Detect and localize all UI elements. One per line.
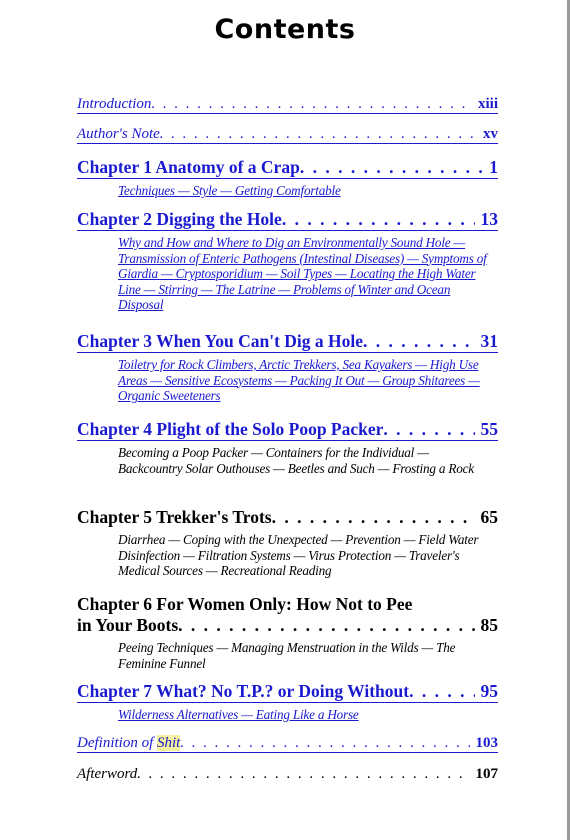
dot-leader — [272, 507, 475, 528]
dot-leader — [151, 96, 472, 113]
entry-title: Chapter 1 Anatomy of a Crap — [77, 157, 300, 177]
toc-entry-afterword[interactable] — [77, 766, 498, 783]
entry-page: 107 — [475, 766, 498, 782]
entry-title: Chapter 7 What? No T.P.? or Doing Without — [77, 681, 410, 701]
entry-page: 1 — [489, 157, 498, 177]
entry-page: 95 — [480, 681, 498, 701]
dot-leader — [383, 419, 474, 440]
entry-title-line-1: Chapter 6 For Women Only: How Not to Pee — [77, 594, 413, 614]
entry-title: Afterword — [77, 766, 138, 782]
dot-leader — [300, 157, 483, 178]
entry-page: 103 — [475, 735, 498, 751]
toc-entry-chapter-1[interactable] — [77, 157, 498, 199]
entry-title-prefix: Definition of — [77, 735, 157, 751]
toc-entry-chapter-7[interactable] — [77, 681, 498, 723]
entry-page: 13 — [480, 209, 498, 229]
entry-title: Chapter 2 Digging the Hole — [77, 209, 282, 229]
entry-title: Introduction — [77, 96, 152, 112]
entry-title: Chapter 4 Plight of the Solo Poop Packer — [77, 419, 384, 439]
dot-leader — [180, 735, 469, 752]
entry-title — [77, 735, 180, 752]
toc-entry-chapter-3[interactable] — [77, 331, 498, 404]
toc-entry-chapter-4[interactable] — [77, 419, 498, 476]
dot-leader — [282, 209, 475, 230]
toc-entry-introduction[interactable] — [77, 96, 498, 114]
entry-title: Author's Note — [77, 126, 160, 142]
dot-leader — [409, 681, 474, 702]
entry-description: Why and How and Where to Dig an Environmentally Sound Hole — Transmission of Enteric Pathogens (Intestinal Diseases) — Symptoms of Giardia — Cryptosporidium — Soil Types — Locating the High Water Line — Stirring — The Latrine — Problems of Winter and Ocean Disposal — [118, 235, 487, 313]
entry-page: xv — [483, 126, 498, 142]
entry-page: xiii — [477, 96, 498, 112]
entry-title-line-2: in Your Boots — [77, 615, 179, 635]
dot-leader — [160, 126, 477, 143]
highlighted-word: Shit — [157, 735, 181, 751]
page-title: Contents — [214, 14, 356, 45]
entry-description: Wilderness Alternatives — Eating Like a Horse — [118, 707, 359, 722]
entry-page: 31 — [480, 331, 498, 351]
dot-leader — [178, 615, 474, 636]
toc-entry-chapter-5[interactable] — [77, 507, 498, 579]
toc-entry-authors-note[interactable] — [77, 126, 498, 144]
entry-description: Techniques — Style — Getting Comfortable — [118, 183, 341, 198]
entry-title: Chapter 5 Trekker's Trots — [77, 507, 272, 527]
entry-title: Chapter 3 When You Can't Dig a Hole — [77, 331, 364, 351]
dot-leader — [137, 766, 469, 783]
toc-entry-chapter-2[interactable] — [77, 209, 498, 313]
entry-description: Peeing Techniques — Managing Menstruation in the Wilds — The Feminine Funnel — [118, 640, 456, 671]
entry-page: 85 — [480, 615, 498, 635]
entry-page: 55 — [480, 419, 498, 439]
dot-leader — [363, 331, 474, 352]
toc-entry-chapter-6[interactable] — [77, 594, 498, 671]
entry-description: Becoming a Poop Packer — Containers for the Individual — Backcountry Solar Outhouses — Beetles and Such — Frosting a Rock — [118, 445, 474, 476]
entry-description: Diarrhea — Coping with the Unexpected — Prevention — Field Water Disinfection — Filtration Systems — Virus Protection — Traveler's Medical Sources — Recreational Reading — [118, 532, 479, 579]
toc-entry-definition[interactable] — [77, 735, 498, 753]
entry-description: Toiletry for Rock Climbers, Arctic Trekkers, Sea Kayakers — High Use Areas — Sensitive Ecosystems — Packing It Out — Group Shitarees — Organic Sweeteners — [118, 357, 480, 404]
entry-page: 65 — [480, 507, 498, 527]
